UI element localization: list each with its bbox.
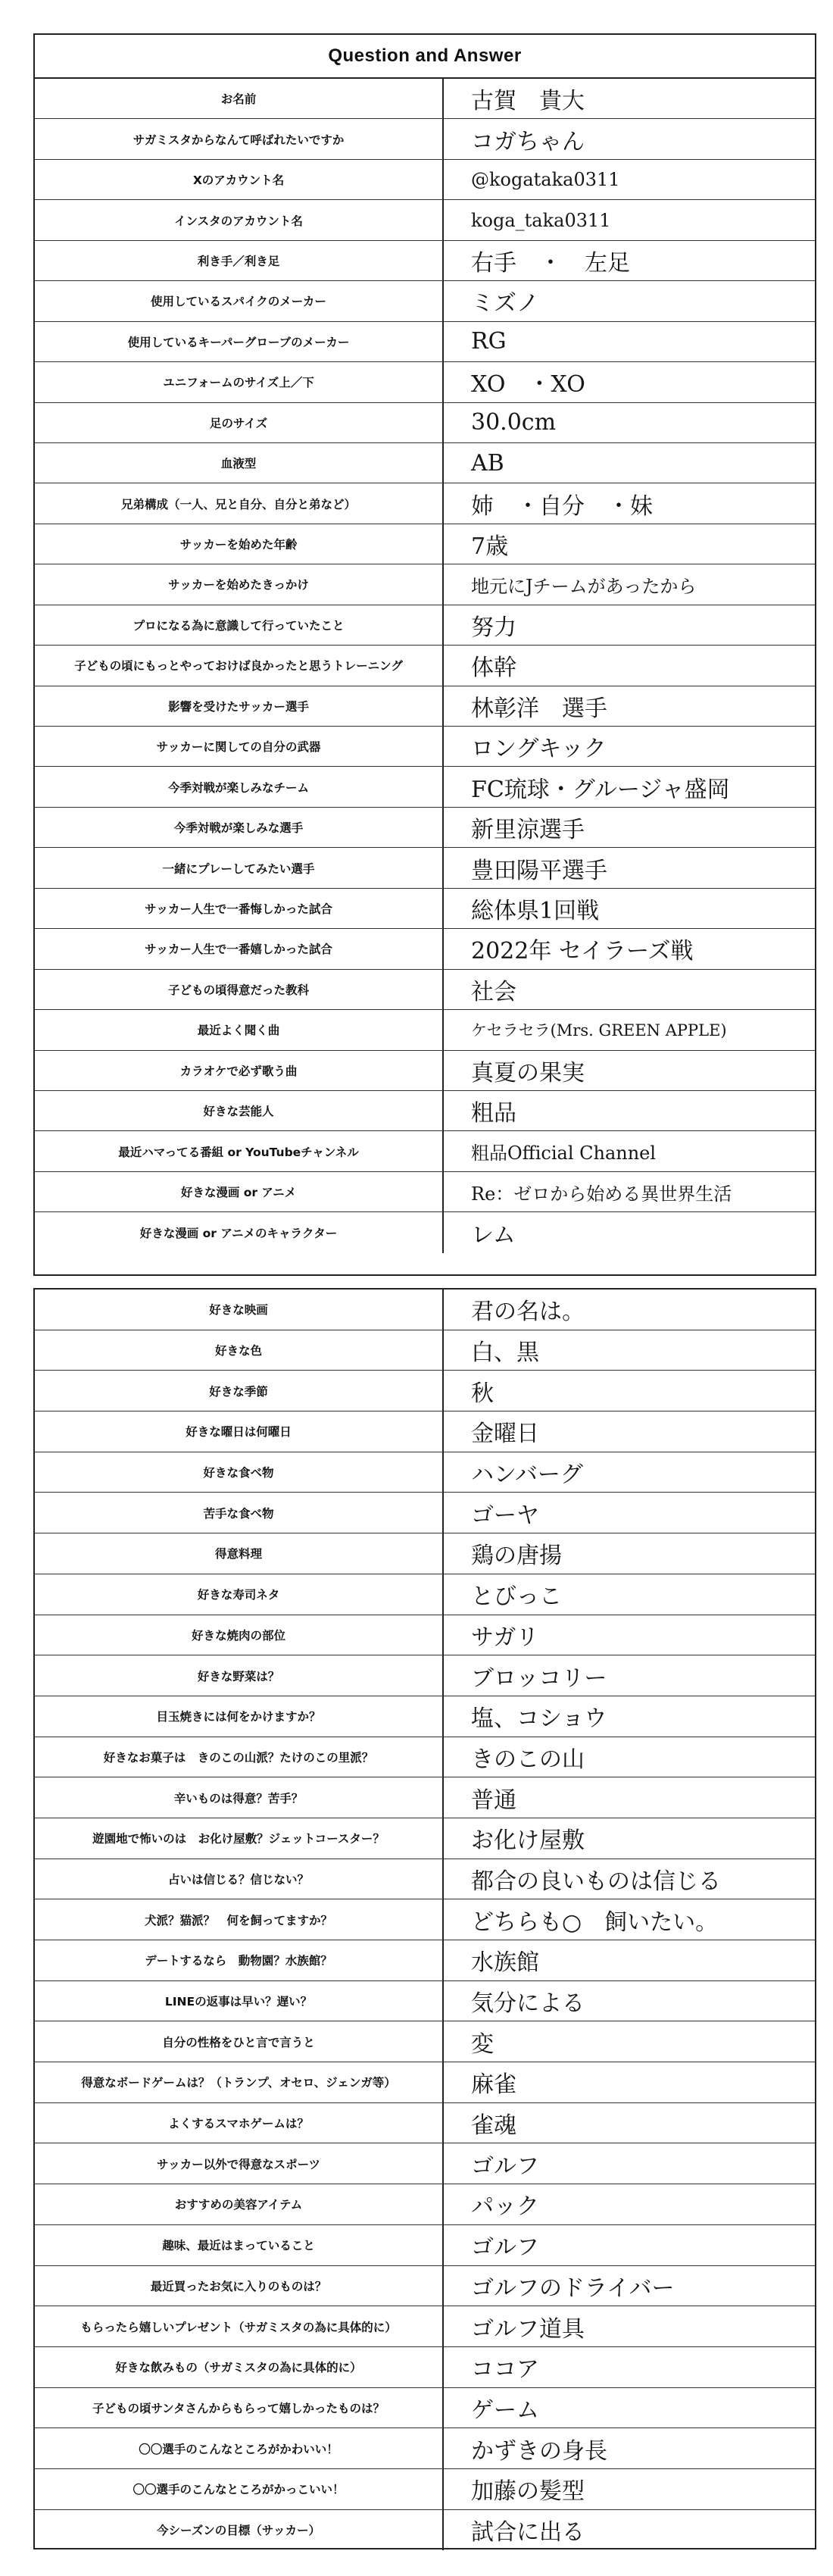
answer-value: 白、黒 — [471, 1340, 539, 1367]
answer-value: 地元にJチームがあったから — [471, 575, 697, 597]
qa-row — [35, 2225, 815, 2266]
answer-value: 麻雀 — [471, 2071, 516, 2099]
qa-row — [35, 1777, 815, 1818]
answer-value: Re：ゼロから始める異世界生活 — [471, 1183, 732, 1205]
qa-row — [35, 1411, 815, 1452]
qa-row — [35, 564, 815, 605]
qa-row — [35, 160, 815, 200]
question-label: 好きな芸能人 — [35, 1091, 444, 1130]
qa-row — [35, 2469, 815, 2510]
qa-row — [35, 200, 815, 240]
answer-value: 気分による — [471, 1990, 585, 2018]
answer-value: 林彰洋 選手 — [471, 695, 607, 722]
answer-value: 古賀 貴大 — [471, 88, 585, 115]
question-label: 好きな漫画 or アニメ — [35, 1172, 444, 1211]
answer-value: 金曜日 — [471, 1421, 539, 1448]
question-label: ユニフォームのサイズ上／下 — [35, 362, 444, 402]
question-label: 辛いものは得意？苦手？ — [35, 1777, 444, 1818]
answer-value: 右手 ・ 左足 — [471, 249, 630, 277]
question-label: おすすめの美容アイテム — [35, 2184, 444, 2224]
answer-value: ロングキック — [471, 736, 607, 763]
answer-value: ハンバーグ — [471, 1462, 583, 1489]
qa-row — [35, 281, 815, 321]
qa-row — [35, 1212, 815, 1252]
answer-value: 30.0cm — [471, 409, 557, 436]
qa-row — [35, 1615, 815, 1656]
answer-value: ブロッコリー — [471, 1665, 607, 1692]
answer-value: 粗品 — [471, 1100, 516, 1127]
question-label: サッカーに関しての自分の武器 — [35, 727, 444, 766]
answer-value: コガちゃん — [471, 128, 585, 155]
qa-row — [35, 889, 815, 929]
question-label: 占いは信じる？信じない？ — [35, 1859, 444, 1899]
answer-value: 姉 ・自分 ・妹 — [471, 492, 653, 520]
question-label: 〇〇選手のこんなところがかわいい！ — [35, 2428, 444, 2468]
qa-row — [35, 443, 815, 483]
qa-row — [35, 79, 815, 119]
qa-row — [35, 1899, 815, 1940]
qa-row — [35, 2306, 815, 2347]
qa-row — [35, 1655, 815, 1696]
qa-row — [35, 1493, 815, 1533]
answer-value: 豊田陽平選手 — [471, 857, 607, 884]
answer-value: パック — [471, 2193, 539, 2221]
question-label: サッカー人生で一番嬉しかった試合 — [35, 929, 444, 968]
answer-value: とびっこ — [471, 1583, 562, 1611]
qa-row — [35, 808, 815, 848]
question-label: サッカー以外で得意なスポーツ — [35, 2143, 444, 2184]
answer-value: 君の名は。 — [471, 1299, 585, 1326]
qa-row — [35, 119, 815, 159]
answer-value: 努力 — [471, 614, 516, 641]
question-label: 好きな映画 — [35, 1290, 444, 1330]
question-label: 血液型 — [35, 443, 444, 483]
question-label: 好きな曜日は何曜日 — [35, 1411, 444, 1452]
sheet-title: Question and Answer — [35, 35, 815, 79]
answer-value: RG — [471, 328, 507, 355]
qa-row — [35, 767, 815, 807]
question-label: デートするなら 動物園？水族館？ — [35, 1940, 444, 1980]
qa-row — [35, 2347, 815, 2388]
qa-row — [35, 1981, 815, 2022]
qa-row — [35, 362, 815, 402]
question-label: 得意なボードゲームは？（トランプ、オセロ、ジェンガ等） — [35, 2062, 444, 2102]
question-label: 趣味、最近はまっていること — [35, 2225, 444, 2265]
question-label: 好きな飲みもの（サガミスタの為に具体的に） — [35, 2347, 444, 2387]
qa-row — [35, 483, 815, 524]
qa-row — [35, 2062, 815, 2103]
question-label: 好きな漫画 or アニメのキャラクター — [35, 1212, 444, 1252]
qa-row — [35, 605, 815, 646]
qa-sheet-1 — [33, 33, 816, 1276]
qa-row — [35, 1574, 815, 1615]
answer-value: 社会 — [471, 978, 516, 1005]
qa-row — [35, 1172, 815, 1212]
question-label: 子どもの頃にもっとやっておけば良かったと思うトレーニング — [35, 646, 444, 685]
question-label: お名前 — [35, 79, 444, 118]
answer-value: お化け屋敷 — [471, 1827, 585, 1855]
answer-value: 塩、コショウ — [471, 1705, 607, 1733]
answer-value: きのこの山 — [471, 1746, 585, 1773]
answer-value: 都合の良いものは信じる — [471, 1868, 721, 1895]
question-label: 一緒にプレーしてみたい選手 — [35, 848, 444, 887]
question-label: 使用しているスパイクのメーカー — [35, 281, 444, 320]
answer-value: レム — [471, 1221, 516, 1249]
answer-value: かずきの身長 — [471, 2437, 607, 2465]
question-label: 最近買ったお気に入りのものは？ — [35, 2266, 444, 2306]
qa-row — [35, 1533, 815, 1574]
answer-value: 試合に出る — [471, 2519, 585, 2546]
qa-row — [35, 1696, 815, 1737]
qa-row — [35, 848, 815, 888]
qa-row — [35, 2388, 815, 2429]
answer-value: 鶏の唐揚 — [471, 1543, 562, 1570]
answer-value: 水族館 — [471, 1949, 539, 1977]
question-label: 好きな食べ物 — [35, 1452, 444, 1493]
qa-row — [35, 1051, 815, 1091]
question-label: 目玉焼きには何をかけますか？ — [35, 1696, 444, 1737]
question-label: プロになる為に意識して行っていたこと — [35, 605, 444, 645]
qa-row — [35, 1091, 815, 1131]
qa-row — [35, 686, 815, 727]
question-label: 好きなお菓子は きのこの山派？たけのこの里派？ — [35, 1737, 444, 1777]
answer-value: 加藤の髪型 — [471, 2478, 585, 2506]
qa-row — [35, 1452, 815, 1493]
answer-value: 新里涼選手 — [471, 817, 585, 844]
question-label: 苦手な食べ物 — [35, 1493, 444, 1533]
answer-value: 体幹 — [471, 655, 516, 682]
qa-row — [35, 929, 815, 969]
qa-row — [35, 1940, 815, 1981]
qa-sheet-2 — [33, 1288, 816, 2549]
answer-value: AB — [471, 449, 504, 477]
answer-value: 普通 — [471, 1787, 516, 1814]
qa-row — [35, 1010, 815, 1050]
qa-row — [35, 241, 815, 281]
qa-row — [35, 2184, 815, 2225]
qa-row — [35, 2103, 815, 2144]
qa-row — [35, 1330, 815, 1371]
qa-rows-2 — [35, 1290, 815, 2550]
question-label: 犬派？猫派？ 何を飼ってますか？ — [35, 1899, 444, 1940]
question-label: 今季対戦が楽しみな選手 — [35, 808, 444, 847]
question-label: 最近ハマってる番組 or YouTubeチャンネル — [35, 1131, 444, 1171]
question-label: 好きな寿司ネタ — [35, 1574, 444, 1615]
answer-value: ゴーヤ — [471, 1502, 539, 1529]
question-label: 兄弟構成（一人、兄と自分、自分と弟など） — [35, 483, 444, 523]
question-label: 今季対戦が楽しみなチーム — [35, 767, 444, 806]
question-label: 子どもの頃サンタさんからもらって嬉しかったものは？ — [35, 2388, 444, 2428]
qa-row — [35, 1859, 815, 1900]
answer-value: @kogataka0311 — [471, 169, 620, 191]
qa-row — [35, 1737, 815, 1778]
answer-value: XO ・XO — [471, 371, 585, 399]
question-label: 好きな色 — [35, 1330, 444, 1371]
qa-row — [35, 1131, 815, 1171]
answer-value: 7歳 — [471, 533, 509, 561]
answer-value: ゴルフ — [471, 2234, 539, 2262]
qa-row — [35, 1290, 815, 1330]
answer-value: サガリ — [471, 1624, 539, 1651]
answer-value: 真夏の果実 — [471, 1059, 585, 1086]
question-label: 足のサイズ — [35, 403, 444, 442]
question-label: 使用しているキーパーグローブのメーカー — [35, 322, 444, 361]
question-label: 好きな焼肉の部位 — [35, 1615, 444, 1655]
question-label: インスタのアカウント名 — [35, 200, 444, 239]
qa-row — [35, 727, 815, 767]
question-label: 好きな季節 — [35, 1371, 444, 1411]
qa-row — [35, 1818, 815, 1859]
answer-value: ゴルフ — [471, 2152, 539, 2180]
qa-row — [35, 646, 815, 686]
question-label: サッカーを始めたきっかけ — [35, 564, 444, 604]
answer-value: 2022年 セイラーズ戦 — [471, 938, 694, 965]
question-label: サッカー人生で一番悔しかった試合 — [35, 889, 444, 928]
question-label: カラオケで必ず歌う曲 — [35, 1051, 444, 1090]
answer-value: 変 — [471, 2030, 494, 2058]
question-label: LINEの返事は早い？遅い？ — [35, 1981, 444, 2021]
answer-value: どちらも○ 飼いたい。 — [471, 1909, 719, 1936]
answer-value: FC琉球・グルージャ盛岡 — [471, 776, 730, 803]
question-label: 得意料理 — [35, 1533, 444, 1574]
answer-value: ミズノ — [471, 290, 539, 317]
question-label: 最近よく聞く曲 — [35, 1010, 444, 1049]
qa-row — [35, 2266, 815, 2307]
answer-value: ゴルフのドライバー — [471, 2274, 675, 2302]
answer-value: 雀魂 — [471, 2112, 516, 2140]
question-label: 遊園地で怖いのは お化け屋敷？ジェットコースター？ — [35, 1818, 444, 1859]
qa-row — [35, 403, 815, 443]
question-label: 利き手／利き足 — [35, 241, 444, 280]
qa-row — [35, 322, 815, 362]
question-label: サッカーを始めた年齢 — [35, 524, 444, 564]
qa-row — [35, 2428, 815, 2469]
qa-row — [35, 524, 815, 564]
qa-row — [35, 2021, 815, 2062]
answer-value: ココア — [471, 2356, 539, 2384]
question-label: 自分の性格をひと言で言うと — [35, 2021, 444, 2062]
question-label: もらったら嬉しいプレゼント（サガミスタの為に具体的に） — [35, 2306, 444, 2346]
question-label: 影響を受けたサッカー選手 — [35, 686, 444, 726]
answer-value: ケセラセラ(Mrs. GREEN APPLE) — [471, 1021, 727, 1040]
question-label: 〇〇選手のこんなところがかっこいい！ — [35, 2469, 444, 2509]
qa-row — [35, 2510, 815, 2551]
question-label: よくするスマホゲームは？ — [35, 2103, 444, 2143]
question-label: Xのアカウント名 — [35, 160, 444, 199]
question-label: 好きな野菜は？ — [35, 1655, 444, 1696]
qa-row — [35, 970, 815, 1010]
question-label: サガミスタからなんて呼ばれたいですか — [35, 119, 444, 158]
answer-value: ゲーム — [471, 2396, 539, 2424]
qa-row — [35, 1371, 815, 1411]
qa-row — [35, 2143, 815, 2184]
question-label: 今シーズンの目標（サッカー） — [35, 2510, 444, 2551]
answer-value: 総体県1回戦 — [471, 897, 600, 924]
qa-rows-1 — [35, 79, 815, 1253]
answer-value: ゴルフ道具 — [471, 2315, 585, 2343]
answer-value: koga_taka0311 — [471, 209, 611, 231]
answer-value: 秋 — [471, 1380, 494, 1407]
answer-value: 粗品Official Channel — [471, 1143, 657, 1165]
question-label: 子どもの頃得意だった教科 — [35, 970, 444, 1009]
